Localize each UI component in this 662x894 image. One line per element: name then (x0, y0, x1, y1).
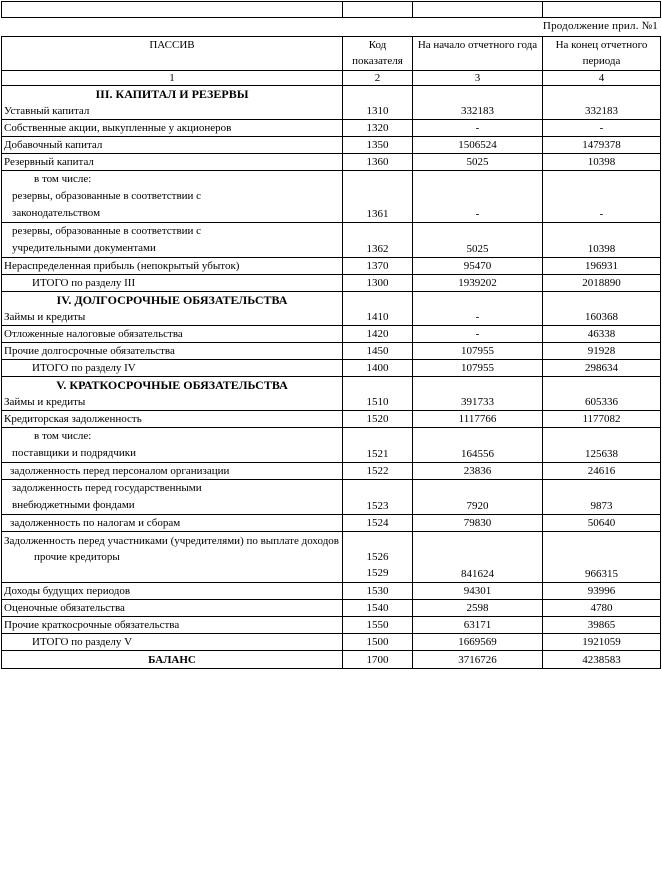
row-code: 1700 (343, 651, 413, 669)
row-start-value: - (413, 120, 543, 137)
header-end: На конец отчетного периода (543, 37, 661, 71)
row-end-value: 4238583 (543, 651, 661, 669)
total-row (2, 275, 661, 292)
total-label: ИТОГО по разделу V (2, 634, 343, 651)
row-end-value: 196931 (543, 258, 661, 275)
row-end-value: 46338 (543, 326, 661, 343)
row-start-value: 391733 (413, 377, 543, 411)
row-code: 1350 (343, 137, 413, 154)
row-end-value: 966315 (543, 532, 661, 583)
row-code: 1410 (343, 292, 413, 326)
row-label: задолженность перед персоналом организации (2, 463, 343, 480)
row-end-value: 50640 (543, 515, 661, 532)
section-title: III. КАПИТАЛ И РЕЗЕРВЫ (95, 87, 249, 101)
row-label: Резервный капитал (2, 154, 343, 171)
row-sublabel: прочие кредиторы (34, 551, 120, 563)
row-start-value: 164556 (413, 428, 543, 463)
row-start-value: 332183 (413, 86, 543, 120)
row-intro: в том числе: (34, 430, 92, 442)
row-start-value: 94301 (413, 583, 543, 600)
top-cell-4 (543, 2, 661, 18)
row-end-value: - (543, 120, 661, 137)
row-end-value: 91928 (543, 343, 661, 360)
row-end-value: 160368 (543, 292, 661, 326)
row-code: 1529 (366, 567, 389, 579)
row-label: резервы, образованные в соответствии с (12, 225, 202, 237)
column-number: 2 (343, 71, 413, 86)
row-start-value: - (413, 326, 543, 343)
row-start-value: 79830 (413, 515, 543, 532)
total-label: ИТОГО по разделу III (2, 275, 343, 292)
table-row (2, 343, 661, 360)
table-row (2, 120, 661, 137)
row-label: законодательством (12, 207, 101, 219)
row-label: Добавочный капитал (2, 137, 343, 154)
row-code: 1370 (343, 258, 413, 275)
row-label: Прочие краткосрочные обязательства (2, 617, 343, 634)
table-row (2, 137, 661, 154)
row-label: Доходы будущих периодов (2, 583, 343, 600)
row-start-value: - (413, 171, 543, 223)
row-label: Оценочные обязательства (2, 600, 343, 617)
row-label: Задолженность перед участниками (учредителями) по выплате доходов (4, 535, 339, 547)
row-end-value: 2018890 (543, 275, 661, 292)
row-end-value: 1921059 (543, 634, 661, 651)
row-end-value: 1177082 (543, 411, 661, 428)
row-end-value: 298634 (543, 360, 661, 377)
row-end-value: 605336 (543, 377, 661, 411)
row-start-value: 23836 (413, 463, 543, 480)
table-row (2, 292, 661, 326)
table-row (2, 154, 661, 171)
table-row (2, 377, 661, 411)
section-title: V. КРАТКОСРОЧНЫЕ ОБЯЗАТЕЛЬСТВА (56, 378, 288, 392)
row-end-value: 125638 (543, 428, 661, 463)
row-start-value: 107955 (413, 343, 543, 360)
row-label: Займы и кредиты (4, 311, 86, 323)
row-start-value: 63171 (413, 617, 543, 634)
top-cell-1 (2, 2, 343, 18)
row-code: 1360 (343, 154, 413, 171)
row-start-value: - (413, 292, 543, 326)
row-start-value: 3716726 (413, 651, 543, 669)
row-label: Займы и кредиты (4, 396, 86, 408)
column-number: 3 (413, 71, 543, 86)
row-end-value: 24616 (543, 463, 661, 480)
row-start-value: 2598 (413, 600, 543, 617)
row-label: внебюджетными фондами (12, 499, 135, 511)
column-number: 4 (543, 71, 661, 86)
row-end-value: 332183 (543, 86, 661, 120)
row-label: задолженность по налогам и сборам (2, 515, 343, 532)
row-code: 1550 (343, 617, 413, 634)
row-label: задолженность перед государственными (12, 482, 202, 494)
table-row (2, 258, 661, 275)
row-label: Кредиторская задолженность (2, 411, 343, 428)
liabilities-table (1, 36, 661, 669)
table-row (2, 600, 661, 617)
row-code: 1320 (343, 120, 413, 137)
table-row (2, 480, 661, 515)
total-row (2, 634, 661, 651)
row-label: Отложенные налоговые обязательства (2, 326, 343, 343)
row-start-value: 107955 (413, 360, 543, 377)
total-label: ИТОГО по разделу IV (2, 360, 343, 377)
table-row (2, 428, 661, 463)
row-end-value: 93996 (543, 583, 661, 600)
continuation-note: Продолжение прил. №1 (542, 20, 658, 32)
row-label: Собственные акции, выкупленные у акционеров (2, 120, 343, 137)
table-row (2, 223, 661, 258)
header-passive: ПАССИВ (2, 37, 343, 71)
balance-row (2, 651, 661, 669)
row-label: Прочие долгосрочные обязательства (2, 343, 343, 360)
section-4 (2, 292, 661, 377)
row-code: 1500 (343, 634, 413, 651)
row-start-value: 1506524 (413, 137, 543, 154)
row-code: 1361 (343, 171, 413, 223)
row-start-value: 1939202 (413, 275, 543, 292)
row-code: 1540 (343, 600, 413, 617)
row-code: 1300 (343, 275, 413, 292)
row-end-value: 10398 (543, 154, 661, 171)
row-code: 1450 (343, 343, 413, 360)
row-start-value: 1117766 (413, 411, 543, 428)
header-code: Код показателя (343, 37, 413, 71)
table-row (2, 515, 661, 532)
row-code: 1530 (343, 583, 413, 600)
table-row (2, 86, 661, 120)
row-code: 1510 (343, 377, 413, 411)
top-strip (1, 1, 661, 18)
row-start-value: 1669569 (413, 634, 543, 651)
row-code: 1362 (343, 223, 413, 258)
row-end-value: - (543, 171, 661, 223)
table-row (2, 583, 661, 600)
row-label: учредительными документами (12, 242, 156, 254)
row-code: 1400 (343, 360, 413, 377)
row-label: резервы, образованные в соответствии с (12, 190, 202, 202)
numbering-row (2, 71, 661, 86)
section-5 (2, 377, 661, 651)
top-cell-2 (343, 2, 413, 18)
table-row (2, 411, 661, 428)
row-code: 1522 (343, 463, 413, 480)
row-start-value: 7920 (413, 480, 543, 515)
table-row (2, 463, 661, 480)
row-label: поставщики и подрядчики (12, 447, 137, 459)
row-code: 1523 (343, 480, 413, 515)
balance-label: БАЛАНС (2, 651, 343, 669)
section-3 (2, 86, 661, 292)
row-code: 1310 (343, 86, 413, 120)
row-code: 1521 (343, 428, 413, 463)
row-end-value: 10398 (543, 223, 661, 258)
row-intro: в том числе: (34, 173, 92, 185)
table-row (2, 532, 661, 583)
column-number: 1 (2, 71, 343, 86)
row-code: 1520 (343, 411, 413, 428)
row-start-value: 5025 (413, 154, 543, 171)
header-row (2, 37, 661, 71)
header-start: На начало отчетного года (413, 37, 543, 71)
total-row (2, 360, 661, 377)
row-label: Уставный капитал (4, 105, 90, 117)
row-code: 1524 (343, 515, 413, 532)
section-title: IV. ДОЛГОСРОЧНЫЕ ОБЯЗАТЕЛЬСТВА (56, 293, 288, 307)
row-code: 1420 (343, 326, 413, 343)
row-end-value: 1479378 (543, 137, 661, 154)
row-code: 1526 (366, 551, 389, 563)
row-end-value: 39865 (543, 617, 661, 634)
row-start-value: 5025 (413, 223, 543, 258)
table-row (2, 171, 661, 223)
row-start-value: 841624 (413, 532, 543, 583)
row-label: Нераспределенная прибыль (непокрытый убыток) (2, 258, 343, 275)
top-cell-3 (413, 2, 543, 18)
table-row (2, 617, 661, 634)
table-row (2, 326, 661, 343)
row-start-value: 95470 (413, 258, 543, 275)
row-end-value: 4780 (543, 600, 661, 617)
row-end-value: 9873 (543, 480, 661, 515)
